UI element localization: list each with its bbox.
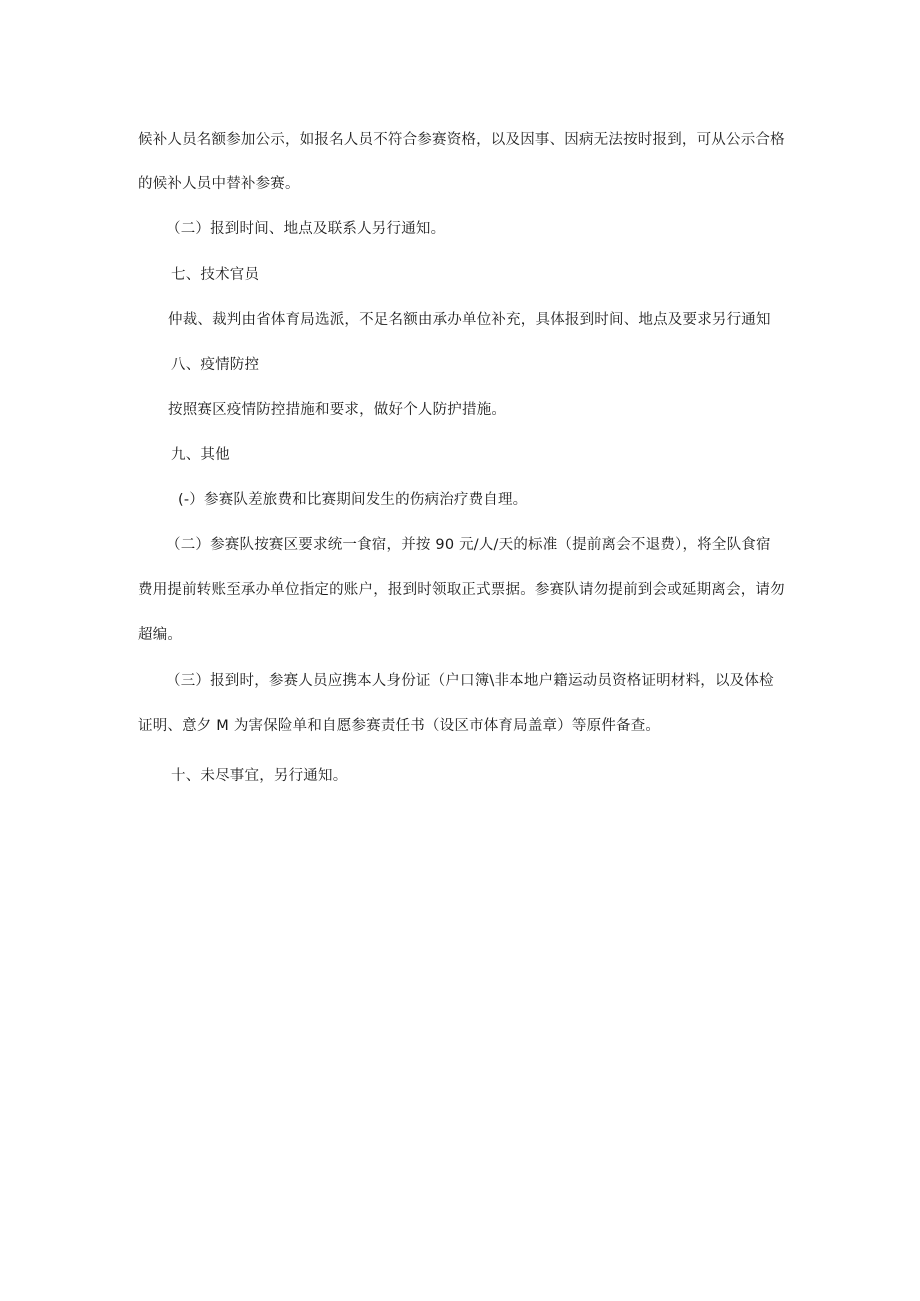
section-heading: 九、其他: [171, 447, 230, 463]
section-heading: 十、未尽事宜，另行通知。: [171, 768, 348, 784]
paragraph-line: (-）参赛队差旅费和比赛期间发生的伤病治疗费自理。: [178, 492, 528, 508]
paragraph-line: 证明、意夕 M 为害保险单和自愿参赛责任书（设区市体育局盖章）等原件备查。: [138, 718, 661, 734]
section-heading: 七、技术官员: [171, 267, 260, 283]
paragraph-line: 费用提前转账至承办单位指定的账户，报到时领取正式票据。参赛队请勿提前到会或延期离会，请勿: [138, 582, 785, 598]
paragraph-line: （三）报到时，参赛人员应携本人身份证（户口簿\非本地户籍运动员资格证明材料，以及体检: [166, 673, 774, 689]
paragraph-line: （二）参赛队按赛区要求统一食宿，并按 90 元/人/天的标准（提前离会不退费），将全队食宿: [166, 537, 771, 553]
paragraph-line: 按照赛区疫情防控措施和要求，做好个人防护措施。: [168, 402, 507, 418]
paragraph-line: （二）报到时间、地点及联系人另行通知。: [166, 221, 446, 237]
section-heading: 八、疫情防控: [171, 357, 260, 373]
paragraph-line: 候补人员名额参加公示，如报名人员不符合参赛资格，以及因事、因病无法按时报到，可从公示合格: [138, 132, 785, 148]
paragraph-line: 的候补人员中替补参赛。: [138, 176, 300, 192]
paragraph-line: 超编。: [138, 627, 183, 643]
paragraph-line: 仲裁、裁判由省体育局选派，不足名额由承办单位补充，具体报到时间、地点及要求另行通知: [168, 312, 771, 328]
